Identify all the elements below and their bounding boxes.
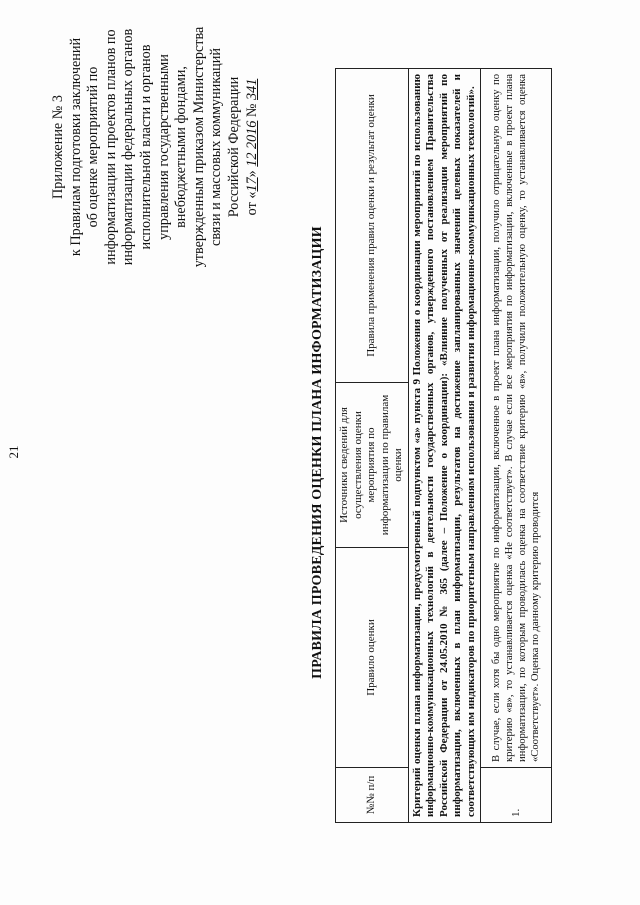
approval-line: исполнительной власти и органов xyxy=(137,44,154,250)
approval-date-line xyxy=(244,17,262,277)
header-source: Источники сведений для осуществления оценки мероприятия по информатизации по правилам оценки xyxy=(336,383,409,548)
table-header-row xyxy=(336,69,409,823)
approval-line: об оценке мероприятий по xyxy=(85,66,102,228)
approval-line: Приложение № 3 xyxy=(50,95,66,199)
number-label: № xyxy=(243,99,260,121)
approval-line: управления государственными xyxy=(155,54,172,240)
row-text: В случае, если хотя бы одно мероприятие по информатизации, включенное в проект плана информатизации, получило отрицательную оценку по критерию «в», то устанавливается оценка «Не соответствует». В случае если все мероприятия по информатизации, включенные в проект плана информатизации, по которым проводилась оценка на соответствие критерию «в», получили положительную оценку, то устанавливается оценка «Соответствует». Оценка по данному критерию проводится xyxy=(481,69,552,768)
approval-line: к Правилам подготовки заключений xyxy=(67,37,84,257)
date-month-year: 12 2016 xyxy=(243,120,260,167)
date-mid: » xyxy=(243,166,260,178)
approval-line: внебюджетными фондами, xyxy=(173,66,190,228)
approval-line: утвержденным приказом Министерства xyxy=(190,26,207,268)
approval-line: Российской Федерации xyxy=(225,76,242,218)
page-number: 21 xyxy=(6,445,21,459)
date-day: 17 xyxy=(243,177,260,192)
criterion-text: Критерий оценки плана информатизации, предусмотренный подпунктом «а» пункта 9 Положения о координации мероприятий по использованию информационно-коммуникационных технологий в деятельности государственных органов, утвержденного постановлением Правительства Российской Федерации от 24.05.2010 № 365 (далее – Положение о координации): «Влияние полученных от реализации мероприятий по информатизации, включенных в план информатизации, результатов на достижение запланированных значений целевых показателей и соответствующих им индикаторов по приоритетным направлениям использования и развития информационно-коммуникационных технологий». xyxy=(408,69,481,823)
table-row xyxy=(481,69,552,823)
date-prefix: от « xyxy=(243,191,260,216)
header-num: №№ п/п xyxy=(336,768,409,823)
header-rule: Правило оценки xyxy=(336,548,409,768)
rules-table xyxy=(335,68,552,823)
order-number: 341 xyxy=(243,78,260,100)
approval-line: информатизации федеральных органов xyxy=(120,28,137,266)
criterion-row xyxy=(408,69,481,823)
approval-line: информатизации и проектов планов по xyxy=(102,29,119,265)
row-number: 1. xyxy=(481,768,552,823)
header-application: Правила применения правил оценки и результат оценки xyxy=(336,69,409,383)
approval-line: связи и массовых коммуникаций xyxy=(208,48,225,246)
document-title: ПРАВИЛА ПРОВЕДЕНИЯ ОЦЕНКИ ПЛАНА ИНФОРМАТИЗАЦИИ xyxy=(310,226,325,679)
approval-block xyxy=(50,17,261,277)
